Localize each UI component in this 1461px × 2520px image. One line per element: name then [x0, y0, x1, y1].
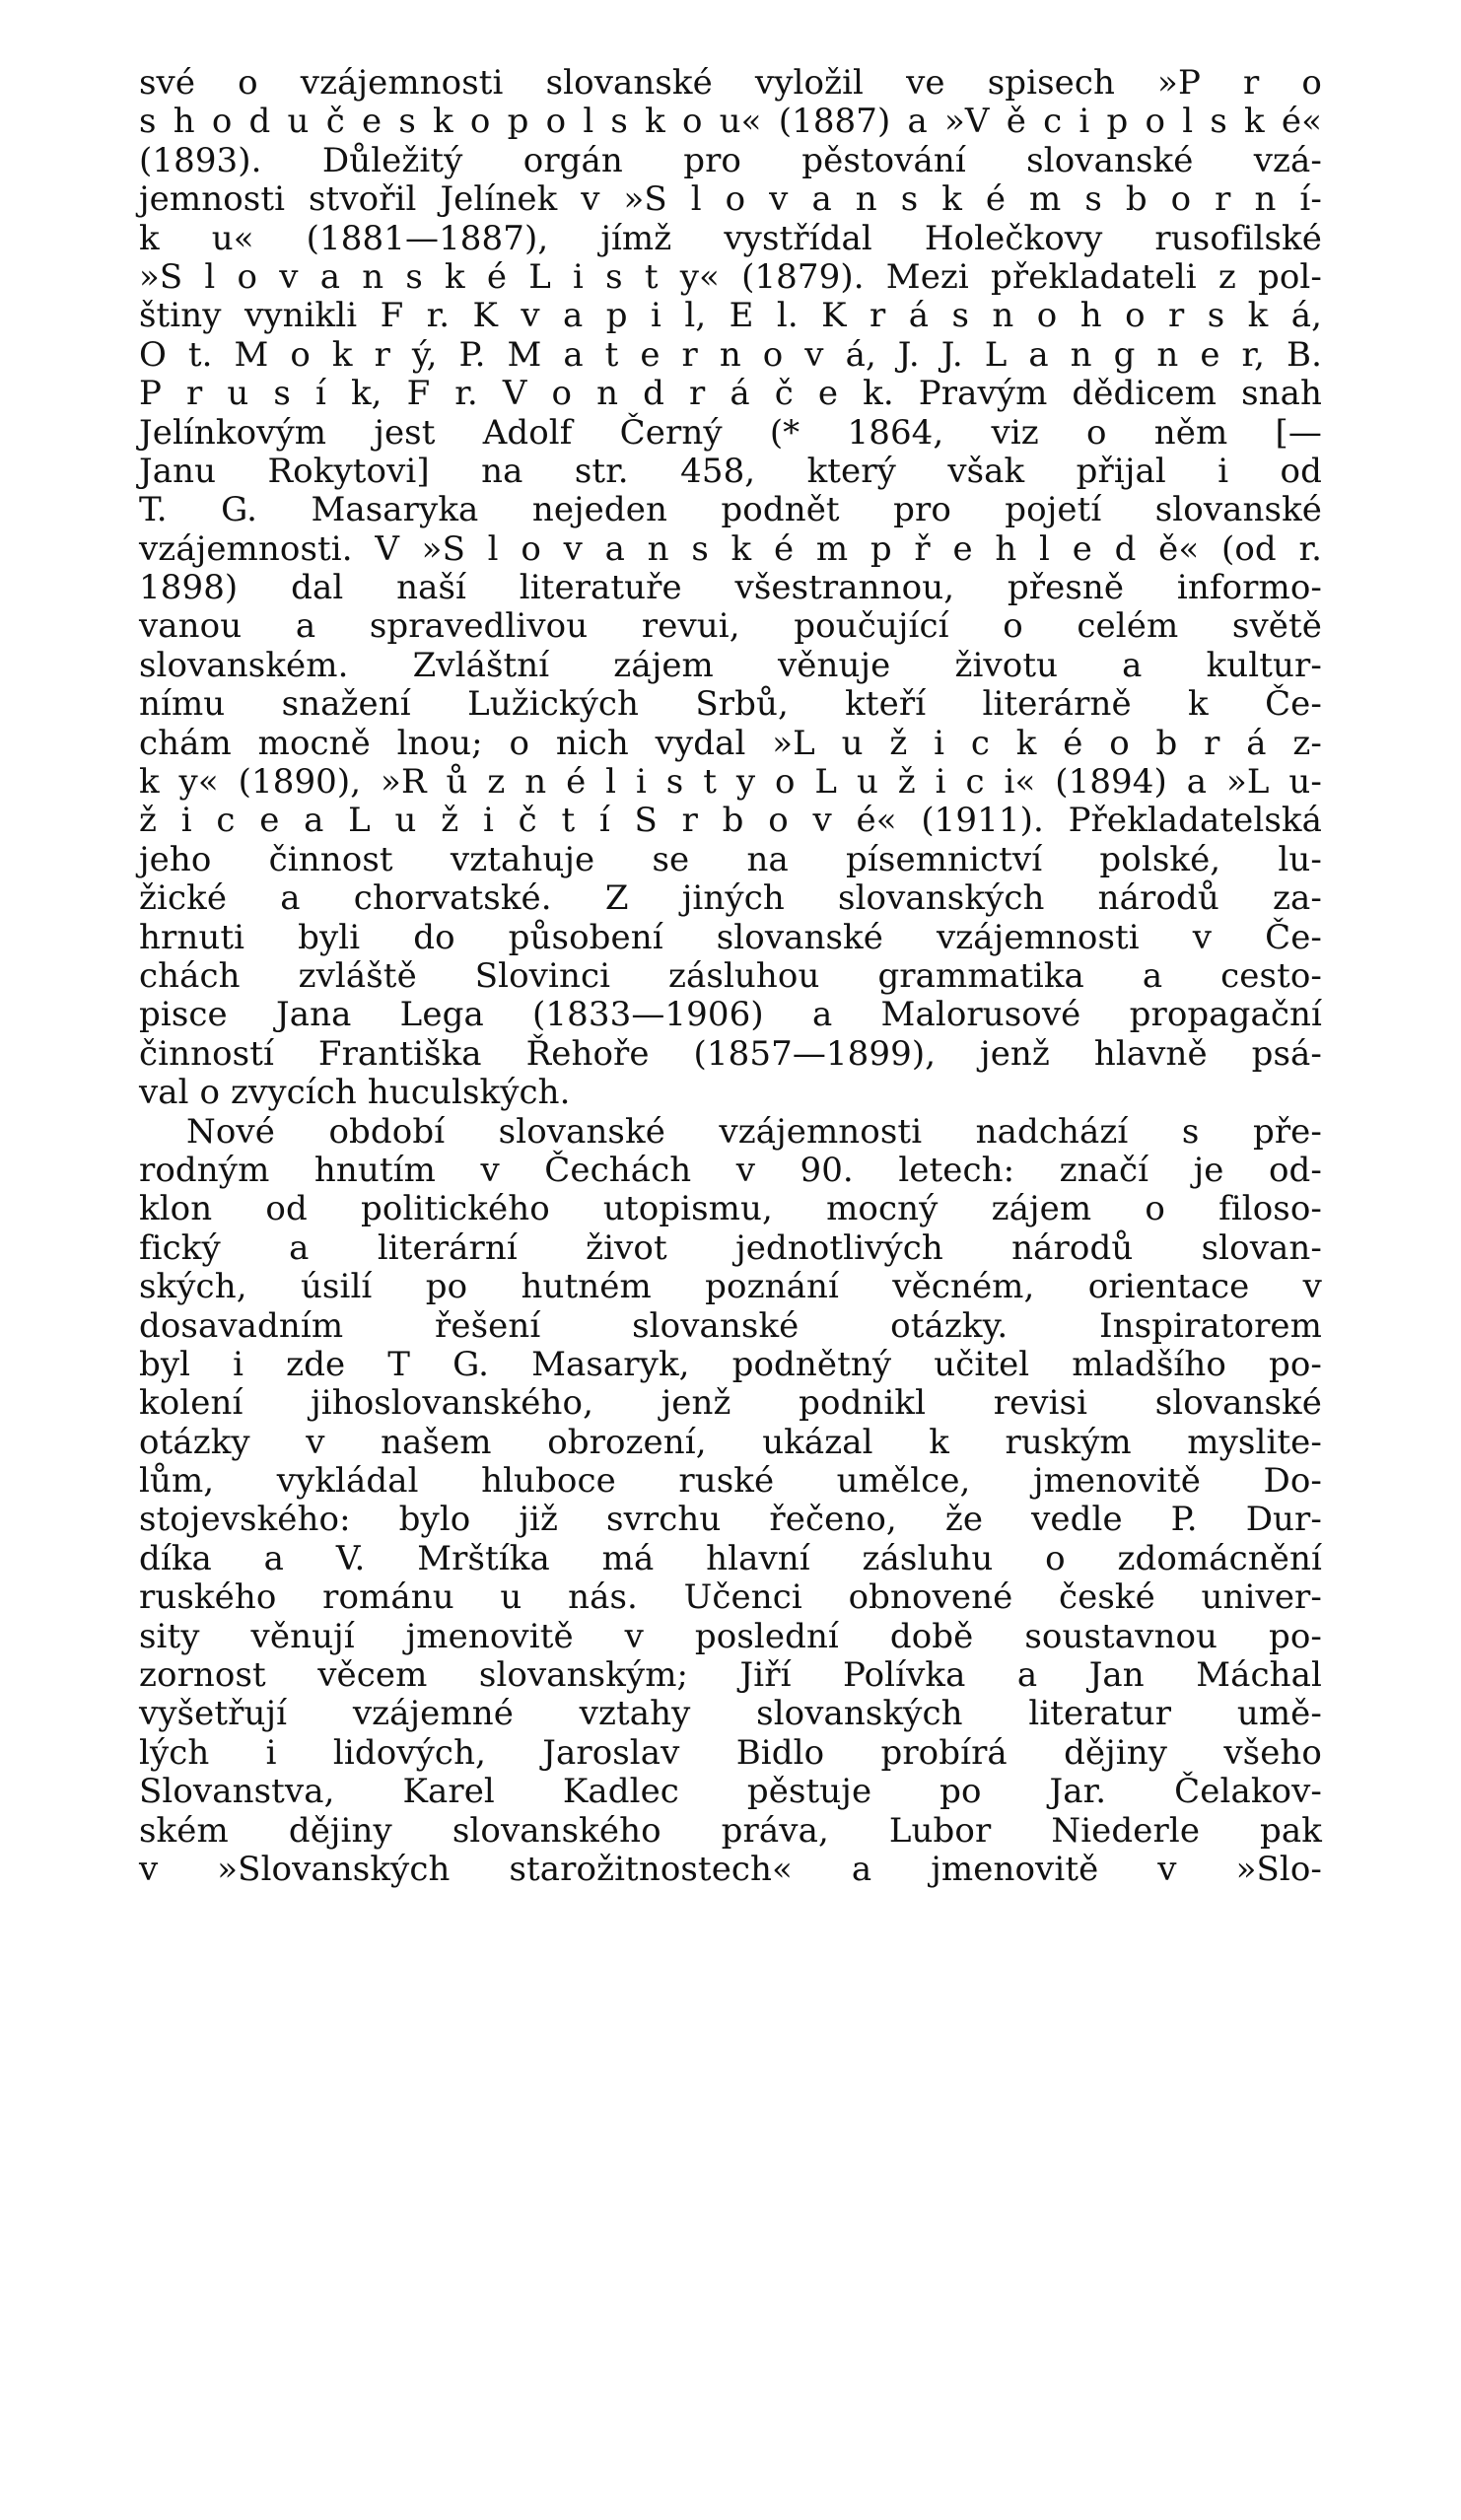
text-line: nímu snažení Lužických Srbů, kteří literárně k Če- [139, 684, 1322, 725]
text-line: hrnuti byli do působení slovanské vzájemnosti v Če- [139, 917, 1322, 957]
text-line: vzájemnosti. V »S l o v a n s k é m p ř e h l e d ě« (od r. [139, 528, 1322, 569]
text-line: lům, vykládal hluboce ruské umělce, jmenovitě Do- [139, 1461, 1322, 1502]
text-line: fický a literární život jednotlivých národů slovan- [139, 1227, 1322, 1268]
text-line: O t. M o k r ý, P. M a t e r n o v á, J. J. L a n g n e r, B. [139, 334, 1322, 375]
text-line: otázky v našem obrození, ukázal k ruským myslite- [139, 1422, 1322, 1462]
text-line: žické a chorvatské. Z jiných slovanských národů za- [139, 878, 1322, 919]
text-line: jeho činnost vztahuje se na písemnictví polské, lu- [139, 839, 1322, 879]
text-line: k y« (1890), »R ů z n é l i s t y o L u ž i c i« (1894) a »L u- [139, 762, 1322, 803]
text-line: ských, úsilí po hutném poznání věcném, orientace v [139, 1267, 1322, 1307]
text-line: k u« (1881—1887), jímž vystřídal Holečkovy rusofilské [139, 218, 1322, 258]
text-line: T. G. Masaryka nejeden podnět pro pojetí slovanské [139, 490, 1322, 530]
text-line: slovanském. Zvláštní zájem věnuje životu a kultur- [139, 645, 1322, 685]
text-line: chách zvláště Slovinci zásluhou grammatika a cesto- [139, 955, 1322, 996]
text-line: zornost věcem slovanským; Jiří Polívka a Jan Máchal [139, 1655, 1322, 1696]
text-line: kolení jihoslovanského, jenž podnikl revisi slovanské [139, 1383, 1322, 1424]
text-line: Jelínkovým jest Adolf Černý (* 1864, viz o něm [— [139, 412, 1322, 453]
document-page [139, 64, 1322, 2470]
text-line: s h o d u č e s k o p o l s k o u« (1887) a »V ě c i p o l s k é« [139, 102, 1322, 142]
text-line: ském dějiny slovanského práva, Lubor Niederle pak [139, 1810, 1322, 1851]
text-line: lých i lidových, Jaroslav Bidlo probírá dějiny všeho [139, 1732, 1322, 1773]
text-line: klon od politického utopismu, mocný zájem o filoso- [139, 1189, 1322, 1229]
text-line: jemnosti stvořil Jelínek v »S l o v a n s k é m s b o r n í- [139, 179, 1322, 220]
text-line: (1893). Důležitý orgán pro pěstování slovanské vzá- [139, 140, 1322, 180]
text-line-paragraph-start: Nové období slovanské vzájemnosti nadchází s pře- [186, 1111, 1322, 1152]
text-line: chám mocně lnou; o nich vydal »L u ž i c k é o b r á z- [139, 723, 1322, 763]
text-line: díka a V. Mrštíka má hlavní zásluhu o zdomácnění [139, 1538, 1322, 1578]
text-line: pisce Jana Lega (1833—1906) a Malorusové propagační [139, 995, 1322, 1035]
text-line: své o vzájemnosti slovanské vyložil ve spisech »P r o [139, 63, 1322, 103]
text-line: vyšetřují vzájemné vztahy slovanských literatur umě- [139, 1694, 1322, 1734]
text-line: »S l o v a n s k é L i s t y« (1879). Mezi překladateli z pol- [139, 256, 1322, 297]
text-line: 1898) dal naší literatuře všestrannou, přesně informo- [139, 568, 1322, 608]
text-line: v »Slovanských starožitnostech« a jmenovitě v »Slo- [139, 1849, 1322, 1889]
text-line: stojevského: bylo již svrchu řečeno, že vedle P. Dur- [139, 1500, 1322, 1540]
text-line: ruského románu u nás. Učenci obnovené české univer- [139, 1577, 1322, 1618]
text-line: štiny vynikli F r. K v a p i l, E l. K r á s n o h o r s k á, [139, 296, 1322, 336]
text-line: Slovanstva, Karel Kadlec pěstuje po Jar. Čelakov- [139, 1772, 1322, 1812]
text-line: ž i c e a L u ž i č t í S r b o v é« (1911). Překladatelská [139, 801, 1322, 841]
text-line: činností Františka Řehoře (1857—1899), jenž hlavně psá- [139, 1033, 1322, 1074]
text-line: Janu Rokytovi] na str. 458, který však přijal i od [139, 451, 1322, 491]
text-line: vanou a spravedlivou revui, poučující o celém světě [139, 606, 1322, 647]
text-line: rodným hnutím v Čechách v 90. letech: značí je od- [139, 1150, 1322, 1190]
text-line: P r u s í k, F r. V o n d r á č e k. Pravým dědicem snah [139, 374, 1322, 414]
text-line: sity věnují jmenovitě v poslední době soustavnou po- [139, 1616, 1322, 1656]
text-line-paragraph-end: val o zvycích huculských. [139, 1073, 571, 1113]
text-line: byl i zde T G. Masaryk, podnětný učitel mladšího po- [139, 1344, 1322, 1384]
text-line: dosavadním řešení slovanské otázky. Inspiratorem [139, 1305, 1322, 1346]
